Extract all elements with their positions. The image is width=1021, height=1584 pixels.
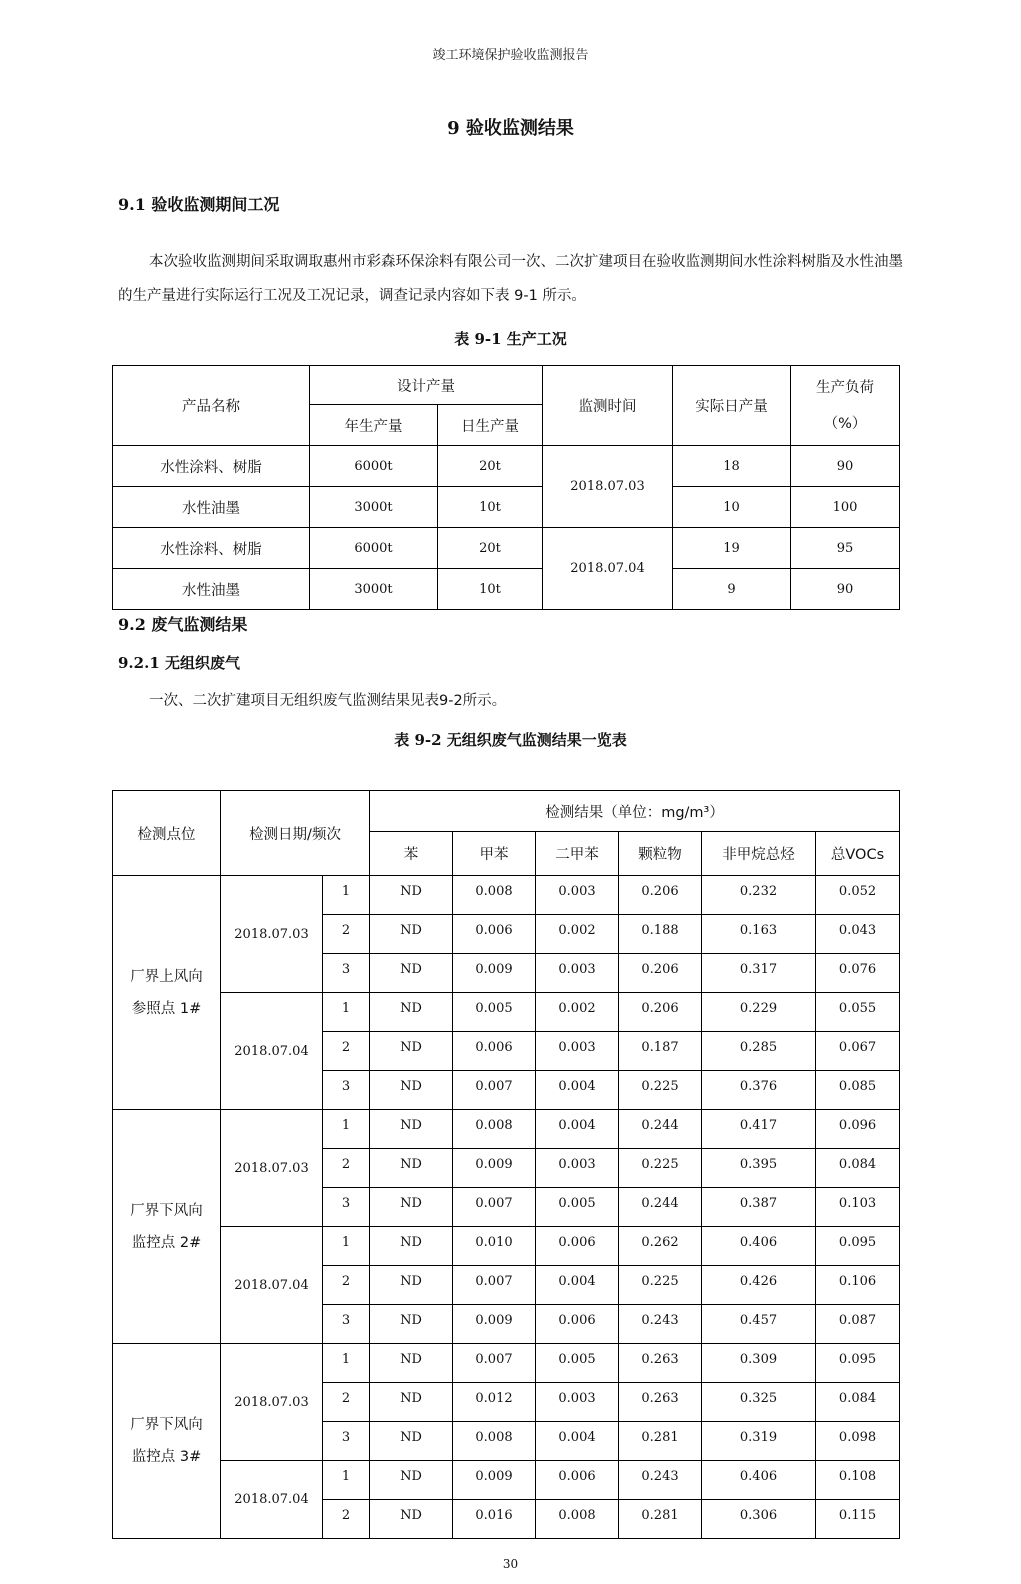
header-toluene: 甲苯 — [453, 832, 536, 876]
cell-benzene: ND — [370, 1266, 453, 1305]
frequency-cell: 2 — [323, 1500, 370, 1539]
cell-toluene: 0.006 — [453, 1032, 536, 1071]
cell-benzene: ND — [370, 1461, 453, 1500]
cell-toluene: 0.007 — [453, 1344, 536, 1383]
emission-table-body — [113, 876, 900, 1539]
location-line1: 厂界上风向 — [130, 968, 203, 985]
header-load — [791, 366, 900, 446]
cell-benzene: ND — [370, 1422, 453, 1461]
cell-benzene: ND — [370, 876, 453, 915]
cell-nmhc: 0.306 — [702, 1500, 816, 1539]
table-row — [113, 1344, 900, 1383]
cell-particulates: 0.263 — [619, 1344, 702, 1383]
cell-date: 2018.07.03 — [543, 446, 673, 528]
cell-xylene: 0.004 — [536, 1422, 619, 1461]
cell-annual: 6000t — [310, 528, 438, 569]
table-9-2-caption: 表 9-2 无组织废气监测结果一览表 — [394, 731, 627, 749]
cell-particulates: 0.188 — [619, 915, 702, 954]
cell-xylene: 0.006 — [536, 1305, 619, 1344]
header-vocs: 总VOCs — [816, 832, 900, 876]
cell-benzene: ND — [370, 1344, 453, 1383]
cell-vocs: 0.043 — [816, 915, 900, 954]
cell-toluene: 0.009 — [453, 1305, 536, 1344]
table-row — [113, 569, 900, 610]
cell-actual: 18 — [673, 446, 791, 487]
cell-toluene: 0.007 — [453, 1266, 536, 1305]
section-9-1-paragraph: 本次验收监测期间采取调取惠州市彩森环保涂料有限公司一次、二次扩建项目在验收监测期间水性涂料树脂及水性油墨的生产量进行实际运行工况及工况记录，调查记录内容如下表 9-1 所示。 — [118, 254, 903, 304]
cell-actual: 9 — [673, 569, 791, 610]
date-cell: 2018.07.04 — [221, 1461, 323, 1539]
header-actual: 实际日产量 — [673, 366, 791, 446]
cell-particulates: 0.262 — [619, 1227, 702, 1266]
cell-benzene: ND — [370, 1149, 453, 1188]
section-9-1-title: 9.1 验收监测期间工况 — [118, 195, 280, 214]
table-row — [113, 876, 900, 915]
cell-toluene: 0.008 — [453, 876, 536, 915]
table-row — [113, 528, 900, 569]
frequency-cell: 1 — [323, 876, 370, 915]
emission-table — [112, 790, 900, 1539]
cell-nmhc: 0.319 — [702, 1422, 816, 1461]
cell-benzene: ND — [370, 1383, 453, 1422]
production-table — [112, 365, 900, 610]
header-product: 产品名称 — [113, 366, 310, 446]
cell-toluene: 0.007 — [453, 1071, 536, 1110]
cell-toluene: 0.016 — [453, 1500, 536, 1539]
table-row — [113, 993, 900, 1032]
cell-xylene: 0.006 — [536, 1461, 619, 1500]
cell-xylene: 0.002 — [536, 993, 619, 1032]
cell-benzene: ND — [370, 1032, 453, 1071]
cell-daily: 10t — [438, 569, 543, 610]
cell-particulates: 0.206 — [619, 993, 702, 1032]
cell-benzene: ND — [370, 1110, 453, 1149]
cell-particulates: 0.244 — [619, 1110, 702, 1149]
cell-xylene: 0.004 — [536, 1110, 619, 1149]
cell-nmhc: 0.457 — [702, 1305, 816, 1344]
section-9-2-paragraph: 一次、二次扩建项目无组织废气监测结果见表9-2所示。 — [149, 693, 507, 709]
location-cell — [113, 1344, 221, 1539]
cell-xylene: 0.003 — [536, 954, 619, 993]
table-row — [113, 1461, 900, 1500]
cell-particulates: 0.225 — [619, 1266, 702, 1305]
cell-particulates: 0.225 — [619, 1071, 702, 1110]
cell-nmhc: 0.317 — [702, 954, 816, 993]
frequency-cell: 2 — [323, 915, 370, 954]
cell-vocs: 0.084 — [816, 1149, 900, 1188]
cell-toluene: 0.009 — [453, 954, 536, 993]
cell-benzene: ND — [370, 1071, 453, 1110]
cell-xylene: 0.003 — [536, 1149, 619, 1188]
cell-nmhc: 0.229 — [702, 993, 816, 1032]
header-results: 检测结果（单位：mg/m³） — [370, 791, 900, 832]
cell-load: 90 — [791, 569, 900, 610]
header-load-line2: （%） — [823, 415, 867, 432]
cell-vocs: 0.084 — [816, 1383, 900, 1422]
table-row — [113, 1110, 900, 1149]
frequency-cell: 1 — [323, 1110, 370, 1149]
table-row — [113, 1227, 900, 1266]
cell-particulates: 0.281 — [619, 1422, 702, 1461]
header-nmhc: 非甲烷总烃 — [702, 832, 816, 876]
cell-particulates: 0.263 — [619, 1383, 702, 1422]
cell-product: 水性涂料、树脂 — [113, 528, 310, 569]
cell-xylene: 0.004 — [536, 1266, 619, 1305]
frequency-cell: 3 — [323, 954, 370, 993]
cell-xylene: 0.006 — [536, 1227, 619, 1266]
cell-daily: 10t — [438, 487, 543, 528]
cell-product: 水性油墨 — [113, 487, 310, 528]
chapter-title: 9 验收监测结果 — [447, 118, 574, 139]
location-line2: 监控点 2# — [131, 1234, 202, 1251]
cell-xylene: 0.002 — [536, 915, 619, 954]
cell-vocs: 0.085 — [816, 1071, 900, 1110]
table-row — [113, 446, 900, 487]
location-cell — [113, 1110, 221, 1344]
cell-nmhc: 0.376 — [702, 1071, 816, 1110]
table-9-1-caption: 表 9-1 生产工况 — [454, 330, 567, 348]
cell-benzene: ND — [370, 993, 453, 1032]
frequency-cell: 3 — [323, 1188, 370, 1227]
cell-nmhc: 0.232 — [702, 876, 816, 915]
cell-xylene: 0.008 — [536, 1500, 619, 1539]
cell-xylene: 0.005 — [536, 1344, 619, 1383]
cell-vocs: 0.087 — [816, 1305, 900, 1344]
cell-vocs: 0.098 — [816, 1422, 900, 1461]
location-cell — [113, 876, 221, 1110]
frequency-cell: 3 — [323, 1071, 370, 1110]
frequency-cell: 1 — [323, 1461, 370, 1500]
cell-xylene: 0.004 — [536, 1071, 619, 1110]
frequency-cell: 1 — [323, 1344, 370, 1383]
cell-load: 90 — [791, 446, 900, 487]
cell-load: 95 — [791, 528, 900, 569]
cell-annual: 3000t — [310, 569, 438, 610]
cell-toluene: 0.008 — [453, 1422, 536, 1461]
cell-vocs: 0.106 — [816, 1266, 900, 1305]
header-particulates: 颗粒物 — [619, 832, 702, 876]
cell-vocs: 0.096 — [816, 1110, 900, 1149]
cell-daily: 20t — [438, 528, 543, 569]
cell-xylene: 0.003 — [536, 1383, 619, 1422]
location-line1: 厂界下风向 — [130, 1202, 203, 1219]
cell-particulates: 0.206 — [619, 954, 702, 993]
location-line2: 监控点 3# — [131, 1449, 202, 1465]
frequency-cell: 1 — [323, 1227, 370, 1266]
cell-vocs: 0.076 — [816, 954, 900, 993]
cell-toluene: 0.005 — [453, 993, 536, 1032]
date-cell: 2018.07.03 — [221, 1344, 323, 1461]
cell-nmhc: 0.395 — [702, 1149, 816, 1188]
cell-product: 水性涂料、树脂 — [113, 446, 310, 487]
cell-actual: 10 — [673, 487, 791, 528]
frequency-cell: 3 — [323, 1422, 370, 1461]
cell-benzene: ND — [370, 1305, 453, 1344]
frequency-cell: 3 — [323, 1305, 370, 1344]
cell-vocs: 0.103 — [816, 1188, 900, 1227]
cell-nmhc: 0.406 — [702, 1461, 816, 1500]
location-line1: 厂界下风向 — [130, 1417, 203, 1433]
section-9-2-title: 9.2 废气监测结果 — [118, 615, 248, 634]
location-line2: 参照点 1# — [131, 1000, 202, 1017]
cell-vocs: 0.052 — [816, 876, 900, 915]
cell-particulates: 0.281 — [619, 1500, 702, 1539]
cell-vocs: 0.108 — [816, 1461, 900, 1500]
cell-daily: 20t — [438, 446, 543, 487]
cell-vocs: 0.095 — [816, 1227, 900, 1266]
cell-toluene: 0.008 — [453, 1110, 536, 1149]
cell-benzene: ND — [370, 954, 453, 993]
frequency-cell: 1 — [323, 993, 370, 1032]
cell-nmhc: 0.309 — [702, 1344, 816, 1383]
frequency-cell: 2 — [323, 1032, 370, 1071]
table-header-row — [113, 366, 900, 405]
cell-benzene: ND — [370, 1227, 453, 1266]
cell-benzene: ND — [370, 915, 453, 954]
cell-particulates: 0.243 — [619, 1461, 702, 1500]
cell-toluene: 0.010 — [453, 1227, 536, 1266]
cell-nmhc: 0.406 — [702, 1227, 816, 1266]
page-header: 竣工环境保护验收监测报告 — [432, 48, 589, 63]
cell-vocs: 0.067 — [816, 1032, 900, 1071]
cell-nmhc: 0.417 — [702, 1110, 816, 1149]
section-9-2-1-title: 9.2.1 无组织废气 — [118, 654, 240, 672]
cell-product: 水性油墨 — [113, 569, 310, 610]
cell-toluene: 0.009 — [453, 1461, 536, 1500]
header-benzene: 苯 — [370, 832, 453, 876]
header-time: 监测时间 — [543, 366, 673, 446]
cell-particulates: 0.225 — [619, 1149, 702, 1188]
page-number: 30 — [502, 1557, 519, 1571]
header-date-freq: 检测日期/频次 — [221, 791, 370, 876]
cell-nmhc: 0.387 — [702, 1188, 816, 1227]
cell-toluene: 0.012 — [453, 1383, 536, 1422]
cell-particulates: 0.187 — [619, 1032, 702, 1071]
cell-particulates: 0.206 — [619, 876, 702, 915]
cell-load: 100 — [791, 487, 900, 528]
cell-xylene: 0.005 — [536, 1188, 619, 1227]
cell-toluene: 0.006 — [453, 915, 536, 954]
date-cell: 2018.07.03 — [221, 1110, 323, 1227]
cell-toluene: 0.009 — [453, 1149, 536, 1188]
frequency-cell: 2 — [323, 1266, 370, 1305]
cell-annual: 6000t — [310, 446, 438, 487]
cell-toluene: 0.007 — [453, 1188, 536, 1227]
cell-particulates: 0.244 — [619, 1188, 702, 1227]
cell-vocs: 0.115 — [816, 1500, 900, 1539]
table-row — [113, 487, 900, 528]
frequency-cell: 2 — [323, 1383, 370, 1422]
header-load-line1: 生产负荷 — [816, 379, 874, 396]
cell-vocs: 0.095 — [816, 1344, 900, 1383]
cell-date: 2018.07.04 — [543, 528, 673, 610]
date-cell: 2018.07.03 — [221, 876, 323, 993]
cell-nmhc: 0.325 — [702, 1383, 816, 1422]
cell-vocs: 0.055 — [816, 993, 900, 1032]
cell-nmhc: 0.426 — [702, 1266, 816, 1305]
header-design: 设计产量 — [310, 366, 543, 405]
header-location: 检测点位 — [113, 791, 221, 876]
cell-annual: 3000t — [310, 487, 438, 528]
table-header-row — [113, 791, 900, 832]
cell-xylene: 0.003 — [536, 1032, 619, 1071]
cell-particulates: 0.243 — [619, 1305, 702, 1344]
cell-xylene: 0.003 — [536, 876, 619, 915]
header-daily: 日生产量 — [438, 405, 543, 446]
frequency-cell: 2 — [323, 1149, 370, 1188]
cell-nmhc: 0.285 — [702, 1032, 816, 1071]
header-annual: 年生产量 — [310, 405, 438, 446]
cell-actual: 19 — [673, 528, 791, 569]
date-cell: 2018.07.04 — [221, 1227, 323, 1344]
cell-benzene: ND — [370, 1500, 453, 1539]
cell-nmhc: 0.163 — [702, 915, 816, 954]
header-xylene: 二甲苯 — [536, 832, 619, 876]
date-cell: 2018.07.04 — [221, 993, 323, 1110]
cell-benzene: ND — [370, 1188, 453, 1227]
